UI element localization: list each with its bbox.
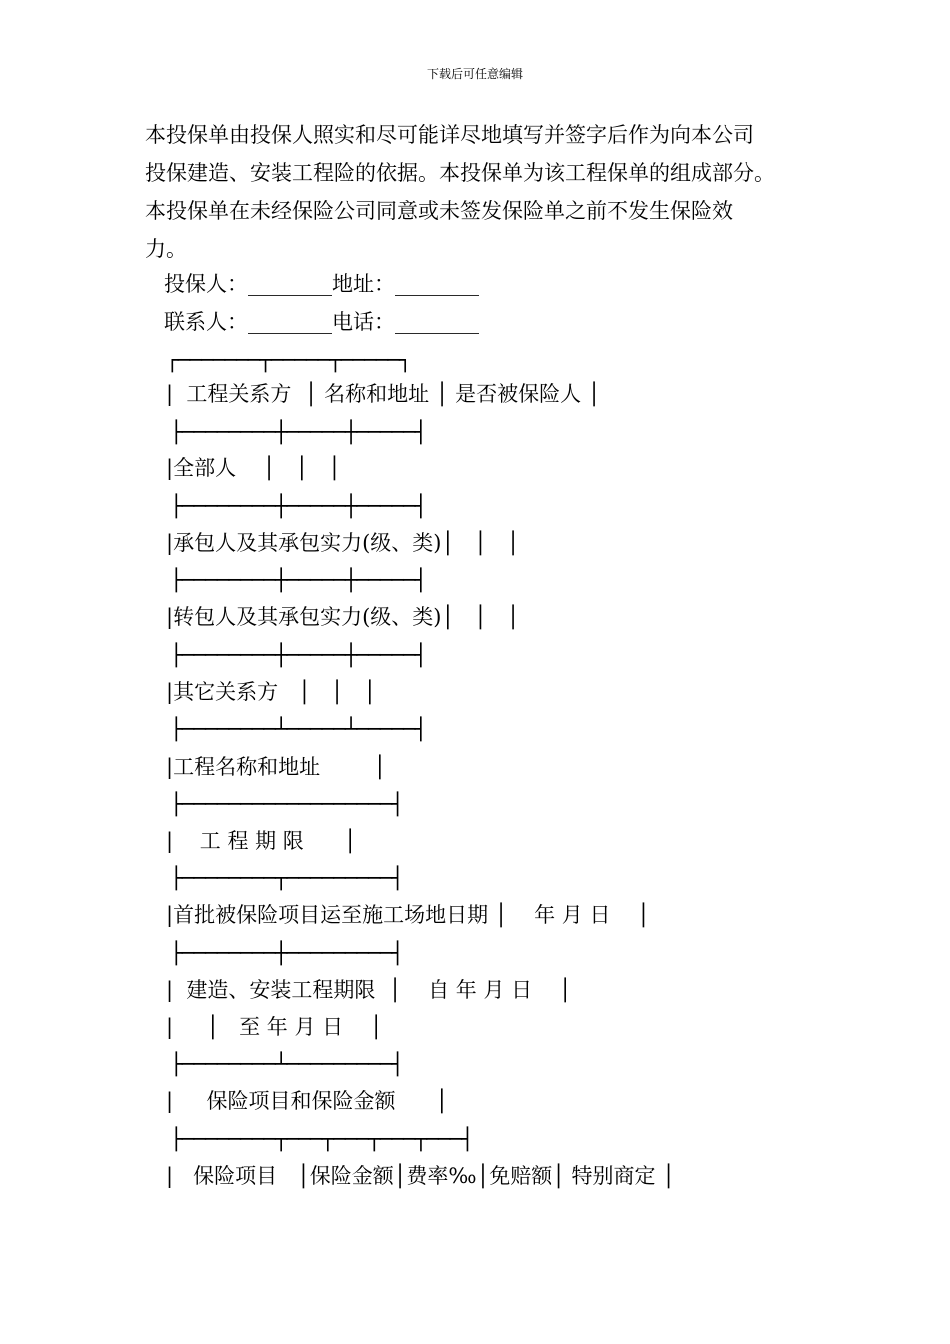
table-separator: ├────────┼─────┼─────┤ bbox=[170, 643, 427, 667]
table-separator: ├────────┼─────┼─────┤ bbox=[170, 494, 427, 518]
table-separator: ├────────┼─────┼─────┤ bbox=[170, 568, 427, 592]
table-row-items-header: | 保险项目 │保险金额│费率‰│免赔额│ 特别商定 │ bbox=[166, 1164, 675, 1188]
table-row-items-title: | 保险项目和保险金额 │ bbox=[166, 1089, 449, 1113]
applicant-address-field: 投保人：________地址：________ bbox=[164, 272, 479, 296]
table-separator: ├────────┴─────┴─────┤ bbox=[170, 717, 427, 741]
table-row-first-batch-date: |首批被保险项目运至施工场地日期 │ 年 月 日 │ bbox=[166, 903, 650, 927]
table-row-contractor: |承包人及其承包实力(级、类)│ │ │ bbox=[166, 531, 520, 555]
table-row-all-parties: |全部人 │ │ │ bbox=[166, 456, 341, 480]
table-separator: ├────────┬───┬───┬───┬───┤ bbox=[170, 1127, 473, 1151]
table-separator: ├────────┼─────┼─────┤ bbox=[170, 420, 427, 444]
table-row-build-period-to: | │ 至 年 月 日 │ bbox=[166, 1015, 383, 1039]
table-separator: ├────────┴─────────┤ bbox=[170, 1052, 403, 1076]
table-row-subcontractor: |转包人及其承包实力(级、类)│ │ │ bbox=[166, 605, 520, 629]
contact-phone-field: 联系人：________电话：________ bbox=[164, 310, 479, 334]
table-row-other-parties: |其它关系方 │ │ │ bbox=[166, 680, 377, 704]
table-row-project-period: | 工 程 期 限 │ bbox=[166, 829, 357, 853]
intro-line-1: 本投保单由投保人照实和尽可能详尽地填写并签字后作为向本公司 bbox=[145, 123, 754, 147]
table-separator: ├────────┼─────────┤ bbox=[170, 941, 403, 965]
table-separator: ├──────────────────┤ bbox=[170, 792, 403, 816]
table-row-project-name: |工程名称和地址 │ bbox=[166, 755, 387, 779]
table-row-build-period-from: | 建造、安装工程期限 │ 自 年 月 日 │ bbox=[166, 978, 572, 1002]
table-header-row: | 工程关系方 │ 名称和地址 │ 是否被保险人 │ bbox=[166, 382, 601, 406]
table-separator: ├────────┬─────────┤ bbox=[170, 866, 403, 890]
intro-line-3: 本投保单在未经保险公司同意或未签发保险单之前不发生保险效 bbox=[145, 199, 733, 223]
page-header: 下载后可任意编辑 bbox=[426, 67, 523, 81]
table-border-top: ┌───────┬─────┬─────┐ bbox=[166, 348, 411, 372]
intro-line-4: 力。 bbox=[145, 237, 187, 261]
intro-line-2: 投保建造、安装工程险的依据。本投保单为该工程保单的组成部分。 bbox=[145, 161, 775, 185]
